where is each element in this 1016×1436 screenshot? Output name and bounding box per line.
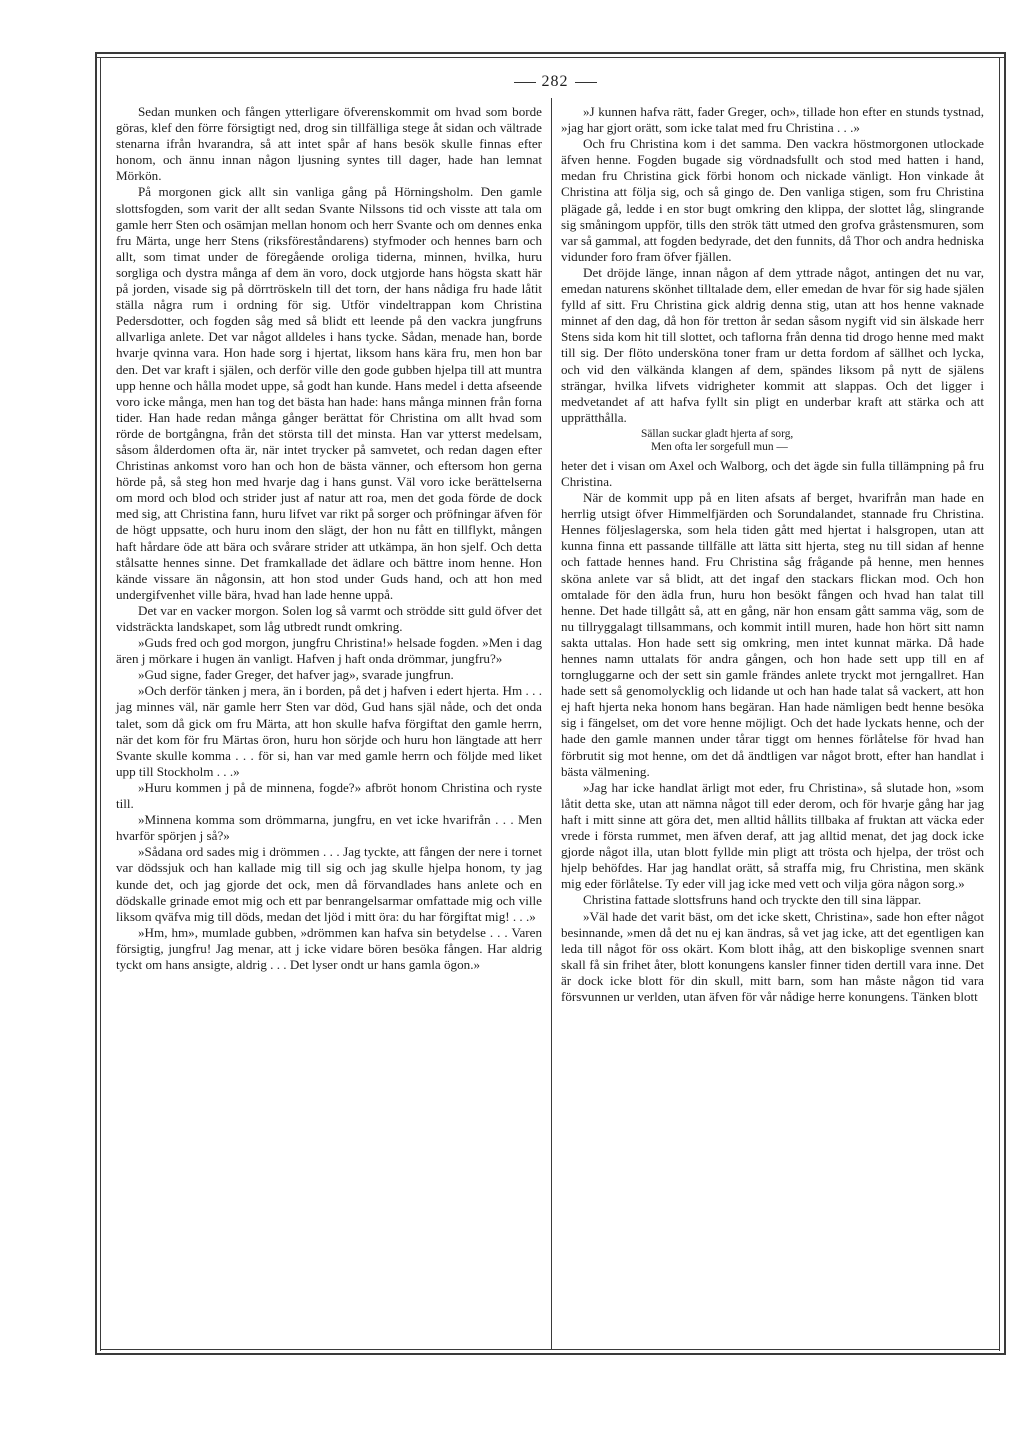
verse-line: Sällan suckar gladt hjerta af sorg,	[641, 427, 794, 440]
paragraph: Christina fattade slottsfruns hand och tryckte den till sina läppar.	[583, 892, 922, 908]
paragraph: »Väl hade det varit bäst, om det icke skett, Christina», sade hon efter något besinnande, »men då det nu ej kan ändras, så vet jag icke, att det egentligen kan leda till något för oss okärt. Kom blott ihåg, att den biskoplige svennen snart skall få sin frihet åter, blott konungens kansler finner tiden dertill vara inne. Det är dock icke blott för din skull, mitt barn, som han måste någon tid vara försvunnen ur verlden, utan äfven för vår nådige herre konungens. Tänken blott	[561, 908, 984, 1004]
paragraph: Sedan munken och fången ytterligare öfverenskommit om hvad som borde göras, klef den förre försigtigt ned, drog sin tillfälliga stege åt sidan och vältrade stenarna ifrån hvarandra, så att intet spår af hans besök skulle finnas efter honom, och ännu innan någon ljusning syntes till dager, hade han lemnat Mörkön.	[116, 104, 542, 184]
paragraph: »Huru kommen j på de minnena, fogde?» afbröt honom Christina och ryste till.	[116, 779, 542, 812]
page-number: 282	[541, 73, 569, 90]
verse-line: Men ofta ler sorgefull mun —	[651, 441, 788, 454]
paragraph: »Jag har icke handlat ärligt mot eder, fru Christina», så slutade hon, »som låtit detta ske, utan att nämna något till eder derom, och för hvarje gång har jag haft i mitt sinne att göra det, men alltid hållits tillbaka af fruktan att väcka eder vrede i första rummet, men äfven deraf, att jag alltid menat, det jag dock icke gjorde något illa, utan blott fyllde min pligt att trösta och hjelpa, der tröst och hjelp behöfdes. Har jag handlat orätt, så straffa mig, fru Christina, men skänk mig eder förlåtelse. Ty eder vill jag icke med vett och vilja göra någon sorg.»	[561, 779, 984, 892]
paragraph: Och fru Christina kom i det samma. Den vackra höstmorgonen utlockade äfven henne. Fogden bugade sig vördnadsfullt och stod med hatten i hand, medan fru Christina gick förbi honom och nickade vänligt. Hon vinkade åt Christina att följa sig, och så gingo de. Den vanliga stigen, som fru Christina plägade gå, ledde i en stor bugt omkring den klippa, der slottet låg, slingrande sig småningom uppför, tills den strök tätt utmed den grofva gråstensmuren, som var så gammal, att fogden bedyrade, det den funnits, då Thor och andra hedniska vidunder foro fram öfver fjällen.	[561, 136, 984, 264]
page-header	[500, 73, 610, 91]
paragraph: Det var en vacker morgon. Solen log så varmt och strödde sitt guld öfver det vidsträckta landskapet, som låg utbredt rundt omkring.	[116, 602, 542, 634]
paragraph: »Gud signe, fader Greger, det hafver jag», svarade jungfrun.	[138, 667, 454, 683]
left-border-outer	[95, 52, 97, 1354]
left-border-inner	[100, 57, 101, 1351]
right-column	[561, 104, 984, 1005]
paragraph: »Hm, hm», mumlade gubben, »drömmen kan hafva sin betydelse . . . Varen försigtig, jungfru! Jag menar, att j icke vidare bören besöka fången. Har aldrig tyckt om hans ansigte, aldrig . . . Det lyser ondt ur hans gamla ögon.»	[116, 924, 542, 972]
paragraph: På morgonen gick allt sin vanliga gång på Hörningsholm. Den gamle slottsfogden, som varit der allt sedan Svante Nilssons tid och visste att tala om gamle herr Sten och osämjan mellan honom och herr Svante och om dennes enka fru Märta, unge herr Stens (riksföreståndarens) styfmoder och hennes barn och allt, som timat under de föregående oroliga tiderna, minnen, hvilka, huru sorgliga och dystra många af dem än voro, dock utgjorde hans högsta skatt här på jorden, visade sig på dörrtröskeln till det torn, der hans nådiga fru hade låtit ställa några rum i ordning för sig. Utför vindeltrappan kom Christina Pedersdotter, och fogden såg med så blidt ett leende på den vackra jungfruns allvarliga anlete. Det var något alldeles i hans tycke. Sådan, menade han, borde hvarje qvinna vara. Hon hade sorg i hjertat, liksom hans kära fru, men hon bar den. Det var kraft i själen, och derför ville den gode gubben hjelpa till att muntra upp henne och hålla modet uppe, så godt han kunde. Hans medel i detta afseende voro icke många, men han tog det bästa han hade: hans många minnen från forna tider. Han hade redan många gånger berättat för Christina om allt hvad som rörde de bortgångna, från det största till det minsta. Han var ytterst medelsam, såsom ålderdomen ofta är, när intet trycker på samvetet, och redan dagen efter Christinas ankomst voro han och hon de bästa vänner, och eftersom hon gerna hörde på, så steg hon med hvarje dag i hans gunst. Väl voro icke berättelserna om mord och blod och strider just af natur att roa, men det goda förde de dock med sig, att Christina fann, huru lifvet var rikt på sorger och pröfningar äfven för de högt uppsatte, och huru inom den slägt, der hon nu fått en tillflykt, mången haft hårdare öde att bära och svårare strider att utkämpa, än hon sjelf. Och detta stålsatte hennes sinne. Det framkallade det ädlare och bättre inom henne. Hon kände vissare än någonsin, att hon stod under Guds hand, och att hon med undergifvenhet ville bära, hvad han lade henne uppå.	[116, 184, 542, 602]
paragraph: När de kommit upp på en liten afsats af berget, hvarifrån man hade en herrlig utsigt öfver Himmelfjärden och Sorundalandet, stannade fru Christina. Hennes följeslagerska, som hela tiden gått med hjertat i halsgropen, utan att kunna finna ett passande tillfälle att lätta sitt hjerta, steg nu till sidan af henne och fattade hennes hand. Fru Christina såg frågande på henne, men hennes sköna anlete var så blidt, att det ingaf den stackars flickan mod. Och hon omtalade för den ädla frun, huru hon besökt fången och hvad han talat till henne. Det hade tillgått så, att en gång, när hon ensam gått samma väg, som de nu tillryggalagt tillsammans, och kommit intill muren, hade hon hört sitt namn sakta uttalas. Hon hade sett sig omkring, men intet kunnat märka. Då hade hennes namn uttalats för andra gången, och hon hade sett upp till en af torngluggarne och der sett sin gamle frändes anlete tryckt mot jerngallret. Han hade sett så genomolycklig och lidande ut och han hade talat så vackert, att hon ej haft hjerta neka honom hans begäran. Han hade nämligen bedt henne besöka sig i fängelset, om det vore henne möjligt. Och det hade lyckats henne, och der hade den gamle mannen under tårar tiggt om hennes förlåtelse för hvad han förbrutit sig mot henne, om det då ändtligen var något brott, efter han handlat i bästa välmening.	[561, 490, 984, 779]
paragraph: »Och derför tänken j mera, än i borden, på det j hafven i edert hjerta. Hm . . . jag minnes väl, när gamle herr Sten var död, Gud hans själ nåde, och det onda talet, som då gick om fru Märta, att hon skulle hafva förgiftat den gamle herrn, när det kom för fru Märtas öron, huru hon sörjde och huru hon längtade att herr Svante skulle komma . . . för si, han var med gamle herrn och följde med liket upp till Stockholm . . .»	[116, 683, 542, 779]
left-column	[116, 104, 542, 973]
top-border-inner	[95, 57, 1005, 58]
verse-quote	[561, 428, 984, 455]
column-divider	[551, 98, 552, 1349]
bottom-border-outer	[95, 1353, 1006, 1355]
paragraph: »Minnena komma som drömmarna, jungfru, en vet icke hvarifrån . . . Men hvarför spörjen j så?»	[116, 812, 542, 844]
paragraph-continuation: heter det i visan om Axel och Walborg, och det ägde sin fulla tillämpning på fru Christina.	[561, 457, 984, 489]
right-border-inner	[999, 57, 1000, 1351]
right-border-outer	[1004, 52, 1006, 1354]
top-border-outer	[95, 52, 1005, 54]
paragraph: »Sådana ord sades mig i drömmen . . . Jag tyckte, att fången der nere i tornet var dödssjuk och han kallade mig till sig och jag skulle hjelpa honom, ty jag kunde det, och jag gjorde det ock, men då förvandlades hans anlete och en dödskalle grinade emot mig och ett par benrangelsarmar omfattade mig och ville liksom qväfva mig till döds, medan det ljöd i mitt öra: du har förgiftat mig! . . .»	[116, 844, 542, 924]
paragraph: Det dröjde länge, innan någon af dem yttrade något, antingen det nu var, emedan naturens skönhet tilltalade dem, eller emedan de hvar för sig hade själen fylld af sitt. Fru Christina gick aldrig denna stig, utan att hos henne vaknade minnet af den dag, då hon för tretton år sedan såsom nygift vid sin älskade herr Stens sida kom hit till slottet, och taflorna från denna tid drogo henne med makt till sig. Der flöto undersköna toner fram ur detta fordom af sällhet och lycka, och vid den välkända klangen af dem, spändes liksom på nytt de själens strängar, hvilka lifvets vidrigheter kommit att slappas. Och det ligger i medvetandet af att hafva fyllt sin pligt en underbar kraft att stärka och att upprätthålla.	[561, 264, 984, 425]
header-dash-left	[514, 82, 536, 83]
header-dash-right	[575, 82, 597, 83]
bottom-border-inner	[100, 1349, 1000, 1350]
paragraph: »Guds fred och god morgon, jungfru Christina!» helsade fogden. »Men i dag ären j mörkare i hugen än vanligt. Hafven j haft onda drömmar, jungfru?»	[116, 635, 542, 667]
paragraph: »J kunnen hafva rätt, fader Greger, och», tillade hon efter en stunds tystnad, »jag har gjort orätt, som icke talat med fru Christina . . .»	[561, 104, 984, 136]
